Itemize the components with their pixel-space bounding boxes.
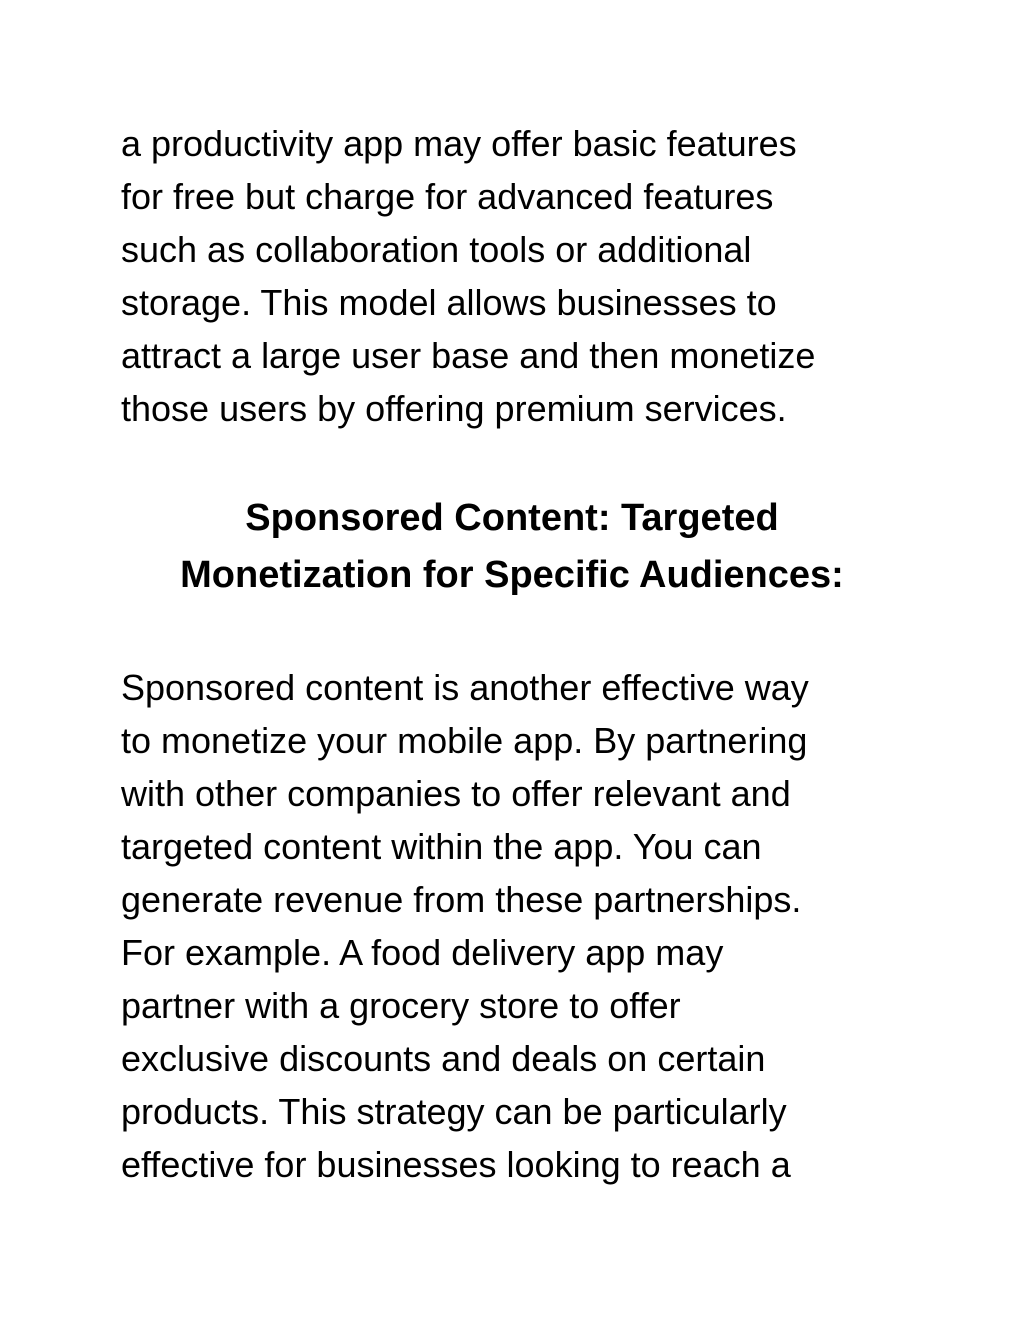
heading-line: Monetization for Specific Audiences: [180,554,844,596]
paragraph-line: for free but charge for advanced features [121,176,774,217]
paragraph-line: such as collaboration tools or additional [121,229,752,270]
paragraph-line: a productivity app may offer basic features [121,123,797,164]
paragraph-line: with other companies to offer relevant and [121,773,791,814]
paragraph-line: storage. This model allows businesses to [121,282,777,323]
paragraph-line: exclusive discounts and deals on certain [121,1038,766,1079]
paragraph-line: Sponsored content is another effective way [121,667,809,708]
paragraph-line: to monetize your mobile app. By partnering [121,720,808,761]
paragraph-line: partner with a grocery store to offer [121,985,681,1026]
paragraph-line: those users by offering premium services. [121,388,787,429]
paragraph-line: effective for businesses looking to reach a [121,1144,791,1185]
paragraph-line: generate revenue from these partnerships. [121,879,802,920]
paragraph-line: For example. A food delivery app may [121,932,724,973]
paragraph-line: targeted content within the app. You can [121,826,762,867]
heading-line: Sponsored Content: Targeted [245,497,779,539]
paragraph-line: attract a large user base and then monetize [121,335,816,376]
paragraph-line: products. This strategy can be particularly [121,1091,787,1132]
